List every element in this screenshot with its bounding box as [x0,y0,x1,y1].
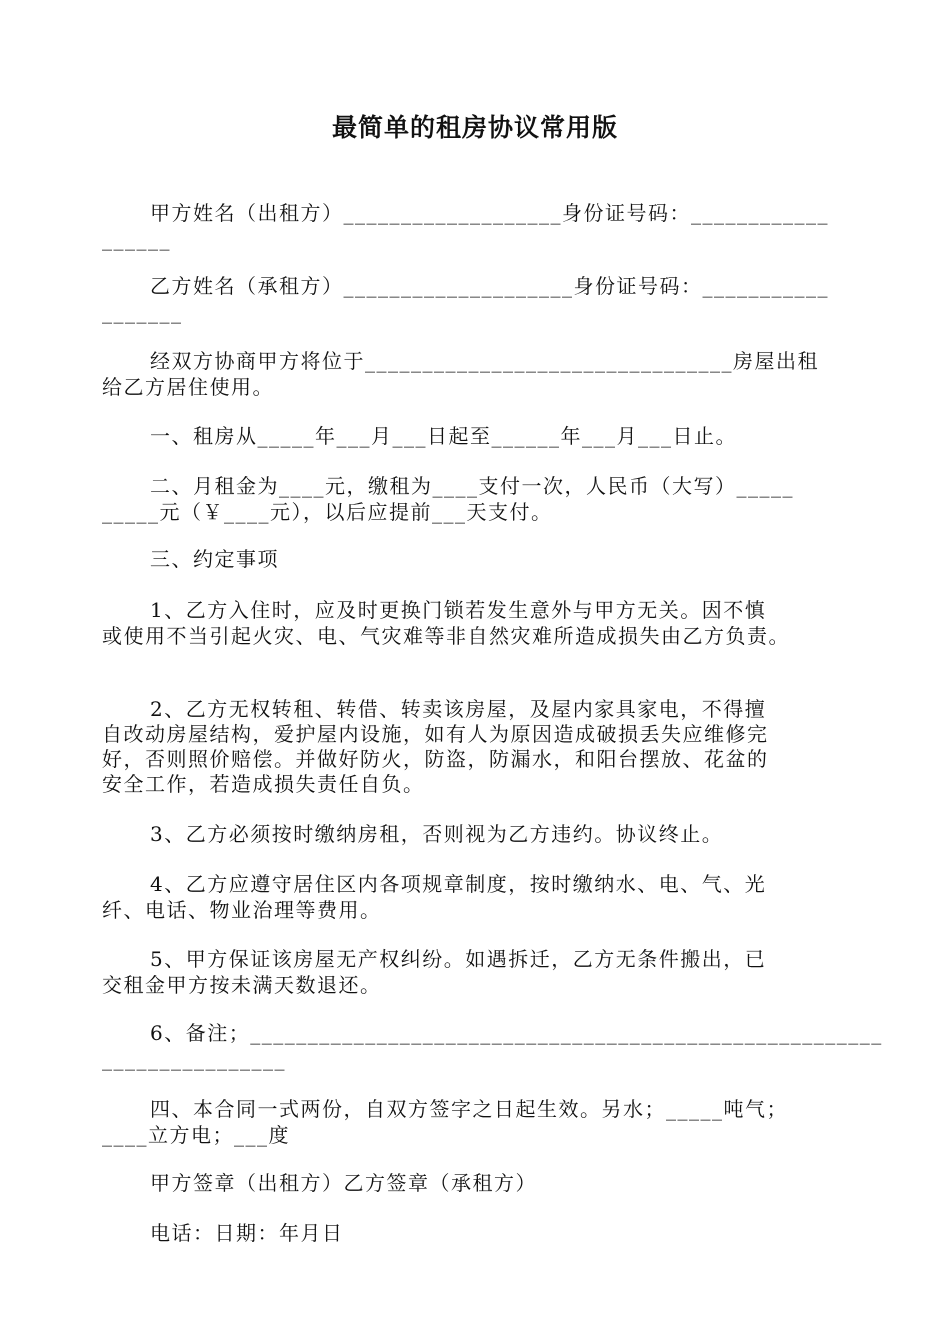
clause-1-term: 一、租房从_____年___月___日起至______年___月___日止。 [150,424,737,448]
clause-3-heading: 三、约定事项 [150,547,279,571]
clause-4-line-1: 四、本合同一式两份，自双方签字之日起生效。另水；_____吨气； [150,1097,788,1121]
item-1-line-1: 1、乙方入住时，应及时更换门锁若发生意外与甲方无关。因不慎 [150,598,767,622]
clause-2-rent-cont: _____元（￥____元），以后应提前___天支付。 [102,500,553,524]
clause-4-line-2: ____立方电；___度 [102,1123,290,1147]
item-4-line-1: 4、乙方应遵守居住区内各项规章制度，按时缴纳水、电、气、光 [150,872,767,896]
party-b-line-cont: _______ [102,300,183,324]
clause-2-rent: 二、月租金为____元，缴租为____支付一次，人民币（大写）_____ [150,474,794,498]
signature-line: 甲方签章（出租方）乙方签章（承租方） [150,1171,537,1195]
party-b-line: 乙方姓名（承租方）____________________身份证号码：___________ [150,274,829,298]
item-2-line-1: 2、乙方无权转租、转借、转卖该房屋，及屋内家具家电，不得擅 [150,697,767,721]
item-4-line-2: 纤、电话、物业治理等费用。 [102,898,382,922]
phone-date-line: 电话：日期：年月日 [150,1221,344,1245]
item-2-line-3: 好，否则照价赔偿。并做好防火，防盗，防漏水，和阳台摆放、花盆的 [102,747,769,771]
item-3-line: 3、乙方必须按时缴纳房租，否则视为乙方违约。协议终止。 [150,822,724,846]
item-5-line-2: 交租金甲方按未满天数退还。 [102,973,382,997]
item-1-line-2: 或使用不当引起火灾、电、气灾难等非自然灾难所造成损失由乙方负责。 [102,624,790,648]
item-5-line-1: 5、甲方保证该房屋无产权纠纷。如遇拆迁，乙方无条件搬出，已 [150,947,767,971]
item-2-line-2: 自改动房屋结构，爱护屋内设施，如有人为原因造成破损丢失应维修完 [102,722,769,746]
party-a-line-cont: ______ [102,227,171,251]
item-6-remarks: 6、备注；_______________________________________________________ [150,1021,883,1045]
item-2-line-4: 安全工作，若造成损失责任自负。 [102,772,425,796]
item-6-remarks-cont: ________________ [102,1047,286,1071]
premises-line-cont: 给乙方居住使用。 [102,375,274,399]
premises-line: 经双方协商甲方将位于________________________________房屋出租 [150,349,819,373]
party-a-line: 甲方姓名（出租方）___________________身份证号码：____________ [150,201,829,225]
document-title: 最简单的租房协议常用版 [331,113,618,142]
